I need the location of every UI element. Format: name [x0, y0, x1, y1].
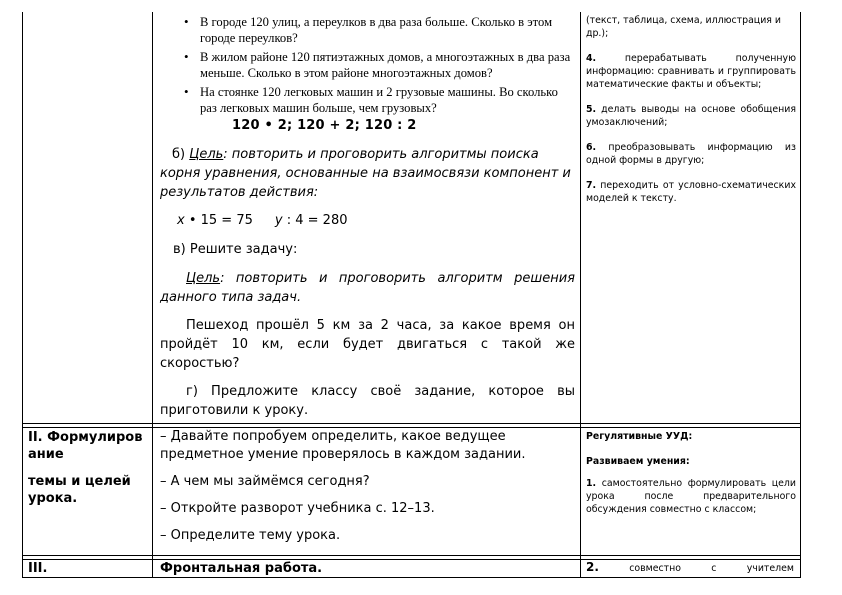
equation-2: : 4 = 280: [282, 213, 348, 228]
skill-continuation: (текст, таблица, схема, иллюстрация и др.);: [586, 15, 781, 39]
regulatory-subheading: Развиваем умения:: [586, 456, 690, 467]
stage-2-title-line1: II. Формулирование: [28, 430, 143, 462]
table-border-right: [800, 12, 801, 578]
bullet-item: • В городе 120 улиц, а переулков в два раза больше. Сколько в этом городе переулков?: [182, 14, 577, 46]
teacher-line: – Откройте разворот учебника с. 12–13.: [160, 501, 435, 516]
equation-2-variable: y: [274, 213, 283, 228]
goal-b-paragraph: [160, 145, 575, 202]
table-border-left: [22, 12, 23, 578]
task-g-text: г) Предложите классу своё задание, которое вы приготовили к уроку.: [160, 384, 575, 418]
column-divider-1: [152, 12, 153, 578]
equation-1-variable: x: [177, 213, 185, 228]
teacher-line: – Определите тему урока.: [160, 528, 341, 543]
regulatory-item-2: 2. совместно с учителем: [586, 560, 794, 574]
task-v-label: в) Решите задачу:: [173, 242, 298, 257]
expression-line: 120 • 2; 120 + 2; 120 : 2: [232, 118, 417, 133]
skill-item-4: 4. перерабатывать полученную информацию: сравнивать и группировать математические факты и объекты;: [586, 53, 796, 90]
stage-3-activity: Фронтальная работа.: [160, 561, 323, 576]
stage-2-title-line2: темы и целей урока.: [28, 474, 131, 506]
bullet-item: • На стоянке 120 легковых машин и 2 грузовые машины. Во сколько раз легковых машин больше, чем грузовых?: [182, 84, 577, 116]
goal-v-label: Цель: [186, 271, 221, 286]
skill-item-5: 5. делать выводы на основе обобщения умозаключений;: [586, 104, 796, 128]
stage-2-teacher-text: [160, 428, 575, 545]
equations-line: [160, 211, 592, 230]
uud-skills-list: [586, 14, 796, 205]
regulatory-item-1: 1. самостоятельно формулировать цели урока после предварительного обсуждения совместно с классом;: [586, 478, 796, 515]
problem-text: Пешеход прошёл 5 км за 2 часа, за какое время он пройдёт 10 км, если будет двигаться с такой же скоростью?: [160, 318, 575, 371]
regulatory-heading: Регулятивные УУД:: [586, 431, 693, 442]
equation-1: • 15 = 75: [184, 213, 253, 228]
teacher-line: – А чем мы займёмся сегодня?: [160, 474, 370, 489]
goal-v-text: : повторить и проговорить алгоритм решения данного типа задач.: [160, 271, 575, 305]
stage-2-title: [28, 429, 150, 507]
regulatory-uud: [586, 430, 796, 516]
stage-3-title: III.: [28, 561, 48, 576]
task-bullet-list: [182, 14, 577, 119]
teacher-line: – Давайте попробуем определить, какое ведущее предметное умение проверялось в каждом задании.: [160, 429, 526, 462]
bullet-item: • В жилом районе 120 пятиэтажных домов, а многоэтажных в два раза меньше. Сколько в этом районе многоэтажных домов?: [182, 49, 577, 81]
goal-b-prefix: б): [172, 147, 190, 162]
goal-b-label: Цель: [189, 147, 224, 162]
skill-item-7: 7. переходить от условно-схематических моделей к тексту.: [586, 180, 796, 204]
goal-v-paragraph: [160, 269, 575, 307]
skill-item-6: 6. преобразовывать информацию из одной формы в другую;: [586, 142, 796, 166]
column-divider-2: [580, 12, 581, 578]
goal-b-text: : повторить и проговорить алгоритмы поиска корня уравнения, основанные на взаимосвязи компонент и результатов действия:: [160, 147, 571, 200]
